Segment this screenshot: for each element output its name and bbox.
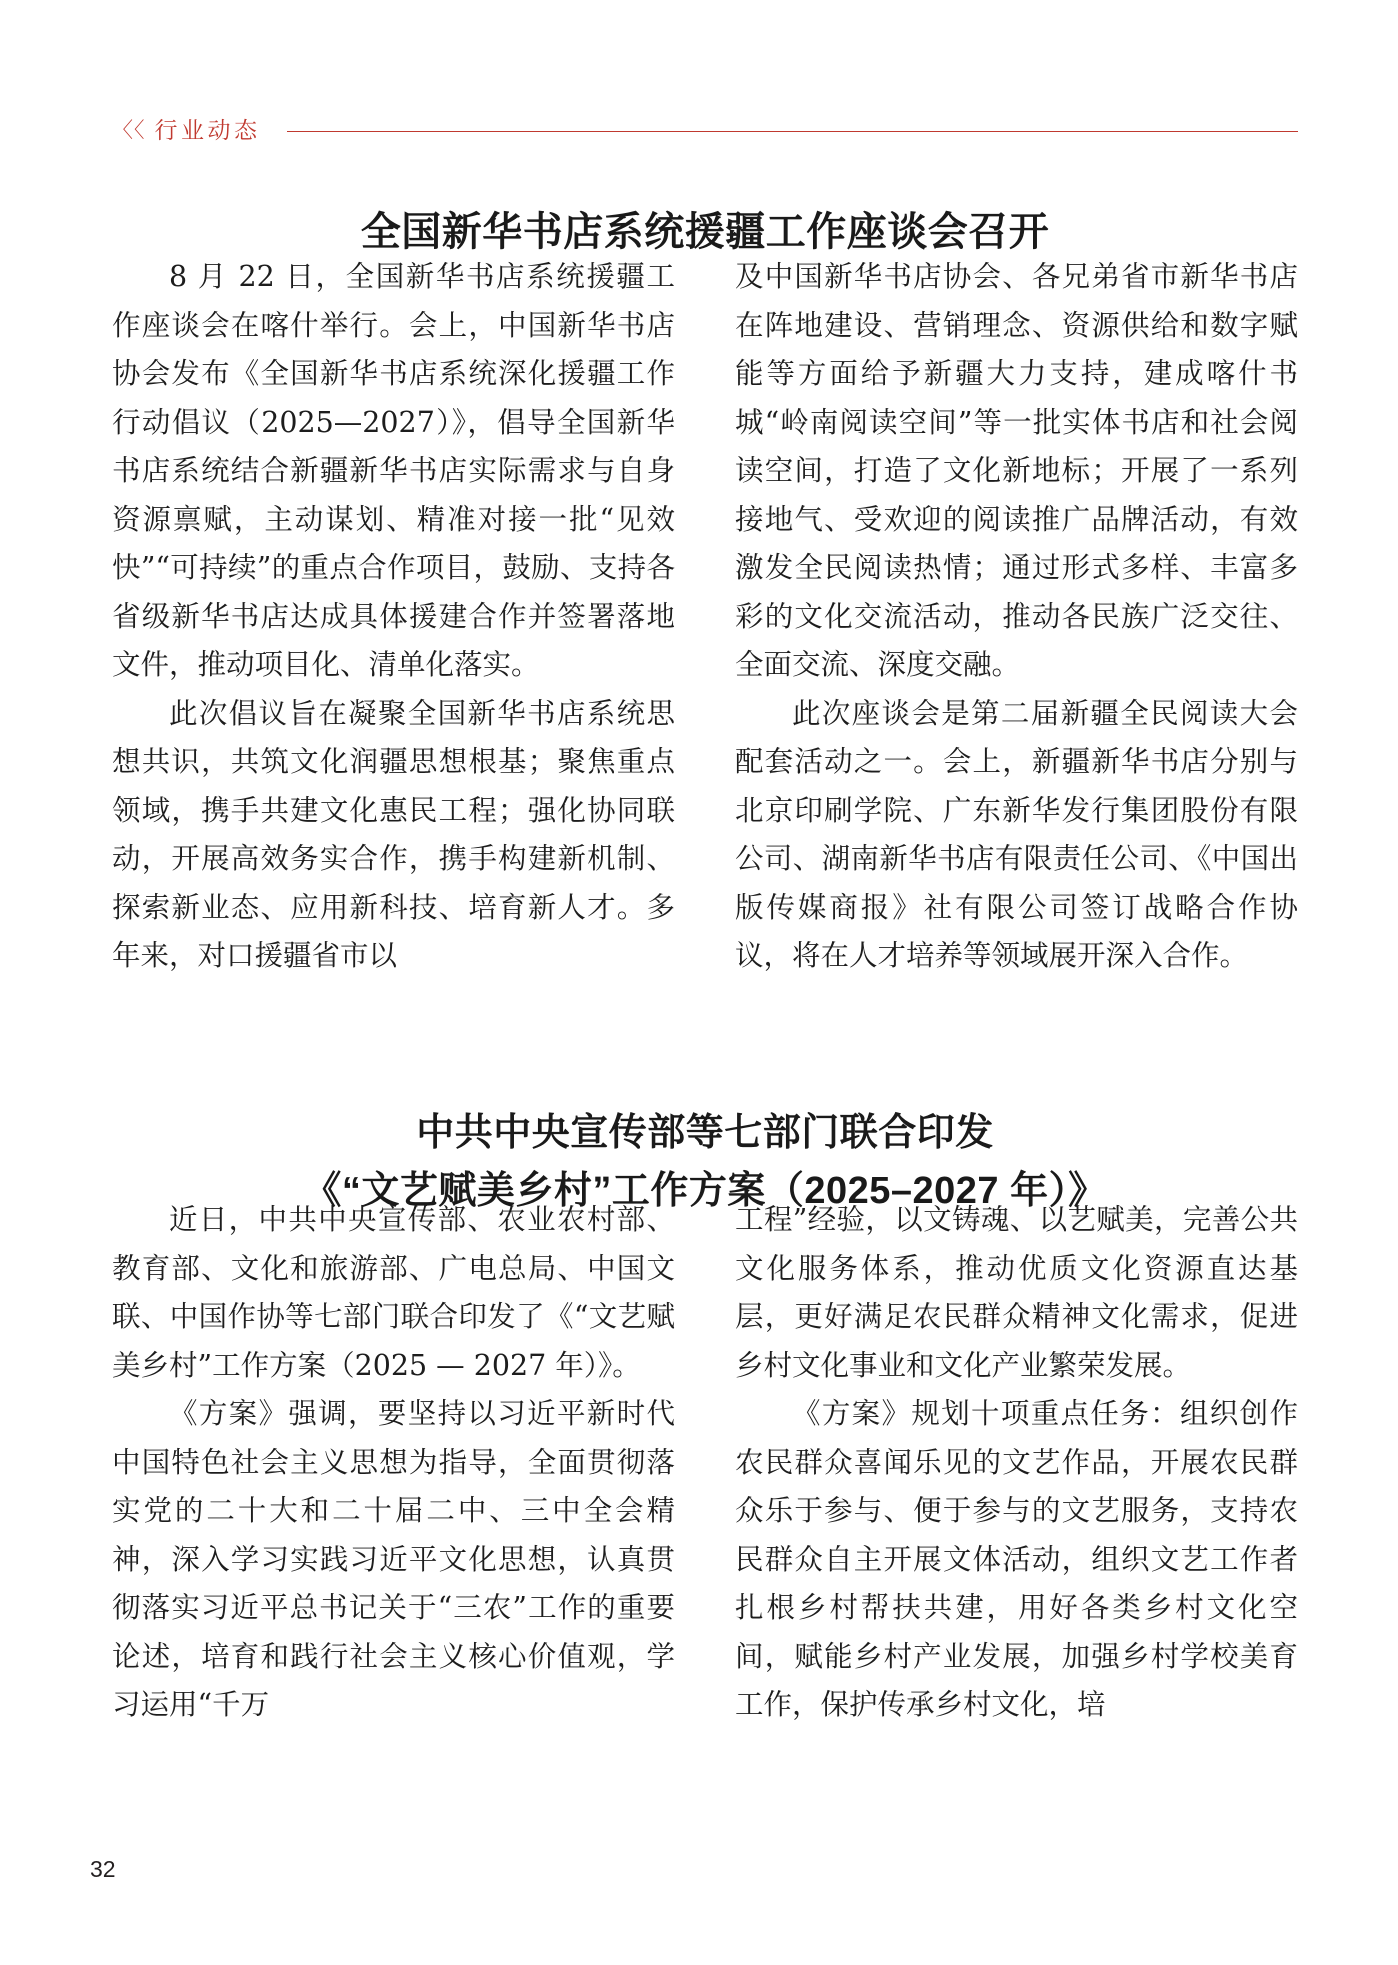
section-label: 行业动态 [154, 116, 261, 143]
paragraph: 此次倡议旨在凝聚全国新华书店系统思想共识，共筑文化润疆思想根基；聚焦重点领域，携手共建文化惠民工程；强化协同联动，开展高效务实合作，携手构建新机制、探索新业态、应用新科技、培育新人才。多年来，对口援疆省市以 [112, 696, 675, 972]
paragraph: 工程”经验，以文铸魂、以艺赋美，完善公共文化服务体系，推动优质文化资源直达基层，更好满足农民群众精神文化需求，促进乡村文化事业和文化产业繁荣发展。 [735, 1203, 1298, 1382]
paragraph: 《方案》强调，要坚持以习近平新时代中国特色社会主义思想为指导，全面贯彻落实党的二十大和二十届二中、三中全会精神，深入学习实践习近平文化思想，认真贯彻落实习近平总书记关于“三农”工作的重要论述，培育和践行社会主义核心价值观，学习运用“千万 [112, 1397, 675, 1721]
article-1-column-right [735, 253, 1298, 981]
header-divider-rule [287, 131, 1299, 132]
article-2-title-line-2: 《“文艺赋美乡村”工作方案（2025–2027 年）》 [303, 1170, 1107, 1213]
article-2-column-right [735, 1196, 1298, 1730]
article-2-body [112, 1196, 1298, 1730]
paragraph: 此次座谈会是第二届新疆全民阅读大会配套活动之一。会上，新疆新华书店分别与北京印刷学院、广东新华发行集团股份有限公司、湖南新华书店有限责任公司、《中国出版传媒商报》社有限公司签订战略合作协议，将在人才培养等领域展开深入合作。 [735, 696, 1298, 972]
double-chevron-left-icon: 〈〈 [112, 118, 146, 142]
page-number: 32 [90, 1856, 116, 1882]
paragraph: 《方案》规划十项重点任务：组织创作农民群众喜闻乐见的文艺作品，开展农民群众乐于参与、便于参与的文艺服务，支持农民群众自主开展文体活动，组织文艺工作者扎根乡村帮扶共建，用好各类乡村文化空间，赋能乡村产业发展，加强乡村学校美育工作，保护传承乡村文化，培 [735, 1397, 1298, 1721]
article-1-body [112, 253, 1298, 981]
article-2-title-line-1: 中共中央宣传部等七部门联合印发 [416, 1112, 994, 1155]
article-2-column-left [112, 1196, 675, 1730]
section-header [112, 110, 1298, 150]
paragraph: 近日，中共中央宣传部、农业农村部、教育部、文化和旅游部、广电总局、中国文联、中国作协等七部门联合印发了《“文艺赋美乡村”工作方案（2025 — 2027 年）》。 [112, 1203, 675, 1382]
article-1-title: 全国新华书店系统援疆工作座谈会召开 [360, 209, 1050, 254]
paragraph: 及中国新华书店协会、各兄弟省市新华书店在阵地建设、营销理念、资源供给和数字赋能等方面给予新疆大力支持，建成喀什书城“岭南阅读空间”等一批实体书店和社会阅读空间，打造了文化新地标；开展了一系列接地气、受欢迎的阅读推广品牌活动，有效激发全民阅读热情；通过形式多样、丰富多彩的文化交流活动，推动各民族广泛交往、全面交流、深度交融。 [735, 260, 1298, 681]
paragraph: 8 月 22 日，全国新华书店系统援疆工作座谈会在喀什举行。会上，中国新华书店协会发布《全国新华书店系统深化援疆工作行动倡议（2025—2027）》，倡导全国新华书店系统结合新疆新华书店实际需求与自身资源禀赋，主动谋划、精准对接一批“见效快”“可持续”的重点合作项目，鼓励、支持各省级新华书店达成具体援建合作并签署落地文件，推动项目化、清单化落实。 [112, 260, 675, 681]
article-1-column-left [112, 253, 675, 981]
